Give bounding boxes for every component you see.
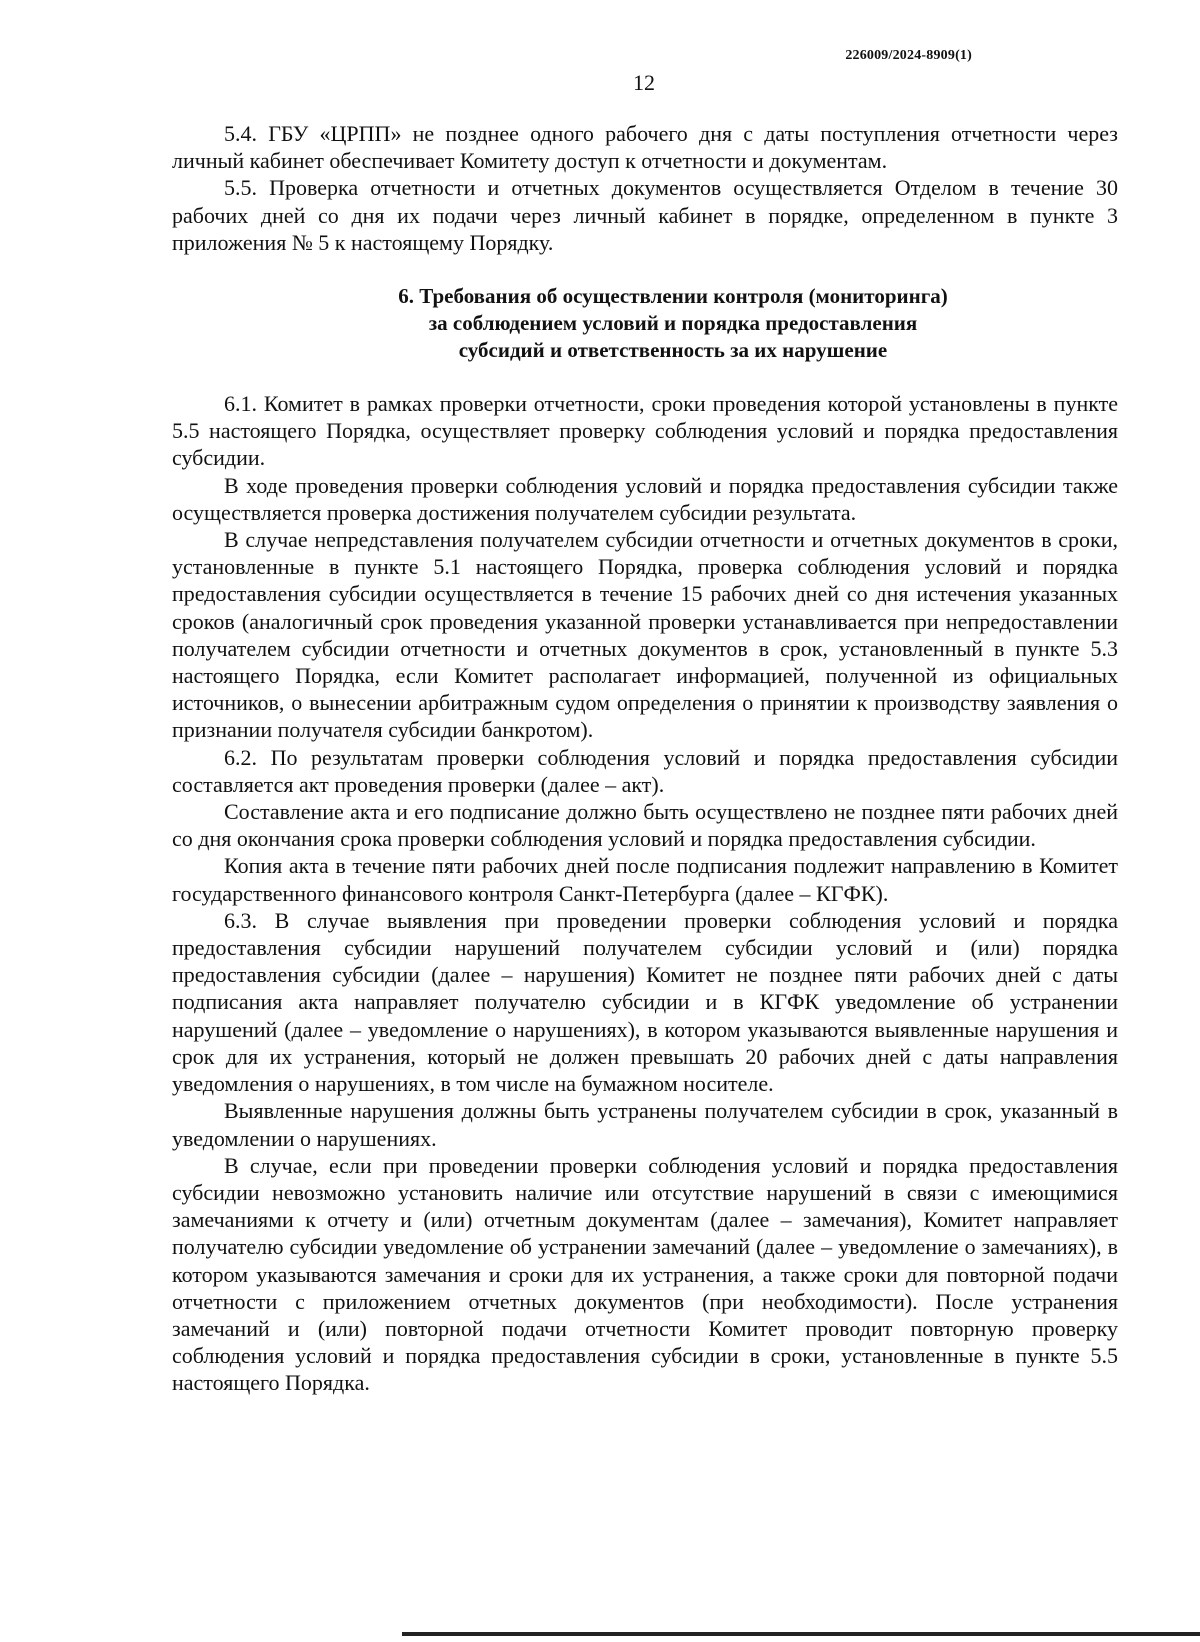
paragraph-6-1-non-submission: В случае непредставления получателем субсидии отчетности и отчетных документов в сроки, установленные в пункте 5.1 настоящего Порядка, проверка соблюдения условий и порядка предоставления субсидии осуществляется в течение 15 рабочих дней со дня истечения указанных сроков (аналогичный срок проведения указанной проверки устанавливается при непредоставлении получателем субсидии отчетности и отчетных документов в срок, установленный в пункте 5.3 настоящего Порядка, если Комитет располагает информацией, полученной из официальных источников, о вынесении арбитражным судом определения о принятии к производству заявления о признании получателя субсидии банкротом). [172,527,1118,743]
page-number: 12 [633,70,655,95]
paragraph-6-2: 6.2. По результатам проверки соблюдения условий и порядка предоставления субсидии составляется акт проведения проверки (далее – акт). [172,744,1118,797]
paragraph-6-1-result-check: В ходе проведения проверки соблюдения условий и порядка предоставления субсидии также осуществляется проверка достижения получателем субсидии результата. [172,472,1118,525]
paragraph-5-4: 5.4. ГБУ «ЦРПП» не позднее одного рабочего дня с даты поступления отчетности через личный кабинет обеспечивает Комитету доступ к отчетности и документам. [172,121,1118,174]
paragraph-6-1: 6.1. Комитет в рамках проверки отчетности, сроки проведения которой установлены в пункте 5.5 настоящего Порядка, осуществляет проверку соблюдения условий и порядка предоставления субсидии. [172,391,1118,471]
section-title-line: за соблюдением условий и порядка предоставления [428,311,918,336]
paragraph-6-2-act-copy: Копия акта в течение пяти рабочих дней после подписания подлежит направлению в Комитет государственного финансового контроля Санкт-Петербурга (далее – КГФК). [172,853,1118,906]
scan-edge-line [402,1632,1200,1636]
document-body [172,120,1118,1397]
paragraph-6-2-act-signing: Составление акта и его подписание должно быть осуществлено не позднее пяти рабочих дней со дня окончания срока проверки соблюдения условий и порядка предоставления субсидии. [172,799,1118,852]
paragraph-6-3-remarks: В случае, если при проведении проверки соблюдения условий и порядка предоставления субсидии невозможно установить наличие или отсутствие нарушений в связи с имеющимися замечаниями к отчету и (или) отчетным документам (далее – замечания), Комитет направляет получателю субсидии уведомление об устранении замечаний (далее – уведомление о замечаниях), в котором указываются замечания и сроки для их устранения, а также сроки для повторной подачи отчетности с приложением отчетных документов (при необходимости). После устранения замечаний и (или) повторной подачи отчетности Комитет проводит повторную проверку соблюдения условий и порядка предоставления субсидии в сроки, установленные в пункте 5.5 настоящего Порядка. [172,1152,1118,1396]
paragraph-6-3-elimination: Выявленные нарушения должны быть устранены получателем субсидии в срок, указанный в уведомлении о нарушениях. [172,1098,1118,1151]
section-title-line: 6. Требования об осуществлении контроля (мониторинга) [398,284,948,309]
section-6-title [172,283,1118,364]
document-registration-number: 226009/2024-8909(1) [845,48,972,63]
section-title-line: субсидий и ответственность за их нарушение [458,338,888,363]
paragraph-6-3: 6.3. В случае выявления при проведении проверки соблюдения условий и порядка предоставления субсидии нарушений получателем субсидии условий и (или) порядка предоставления субсидии (далее – нарушения) Комитет не позднее пяти рабочих дней с даты подписания акта направляет получателю субсидии и в КГФК уведомление об устранении нарушений (далее – уведомление о нарушениях), в котором указываются выявленные нарушения и срок для их устранения, который не должен превышать 20 рабочих дней с даты направления уведомления о нарушениях, в том числе на бумажном носителе. [172,907,1118,1097]
paragraph-5-5: 5.5. Проверка отчетности и отчетных документов осуществляется Отделом в течение 30 рабочих дней со дня их подачи через личный кабинет в порядке, определенном в пункте 3 приложения № 5 к настоящему Порядку. [172,175,1118,255]
